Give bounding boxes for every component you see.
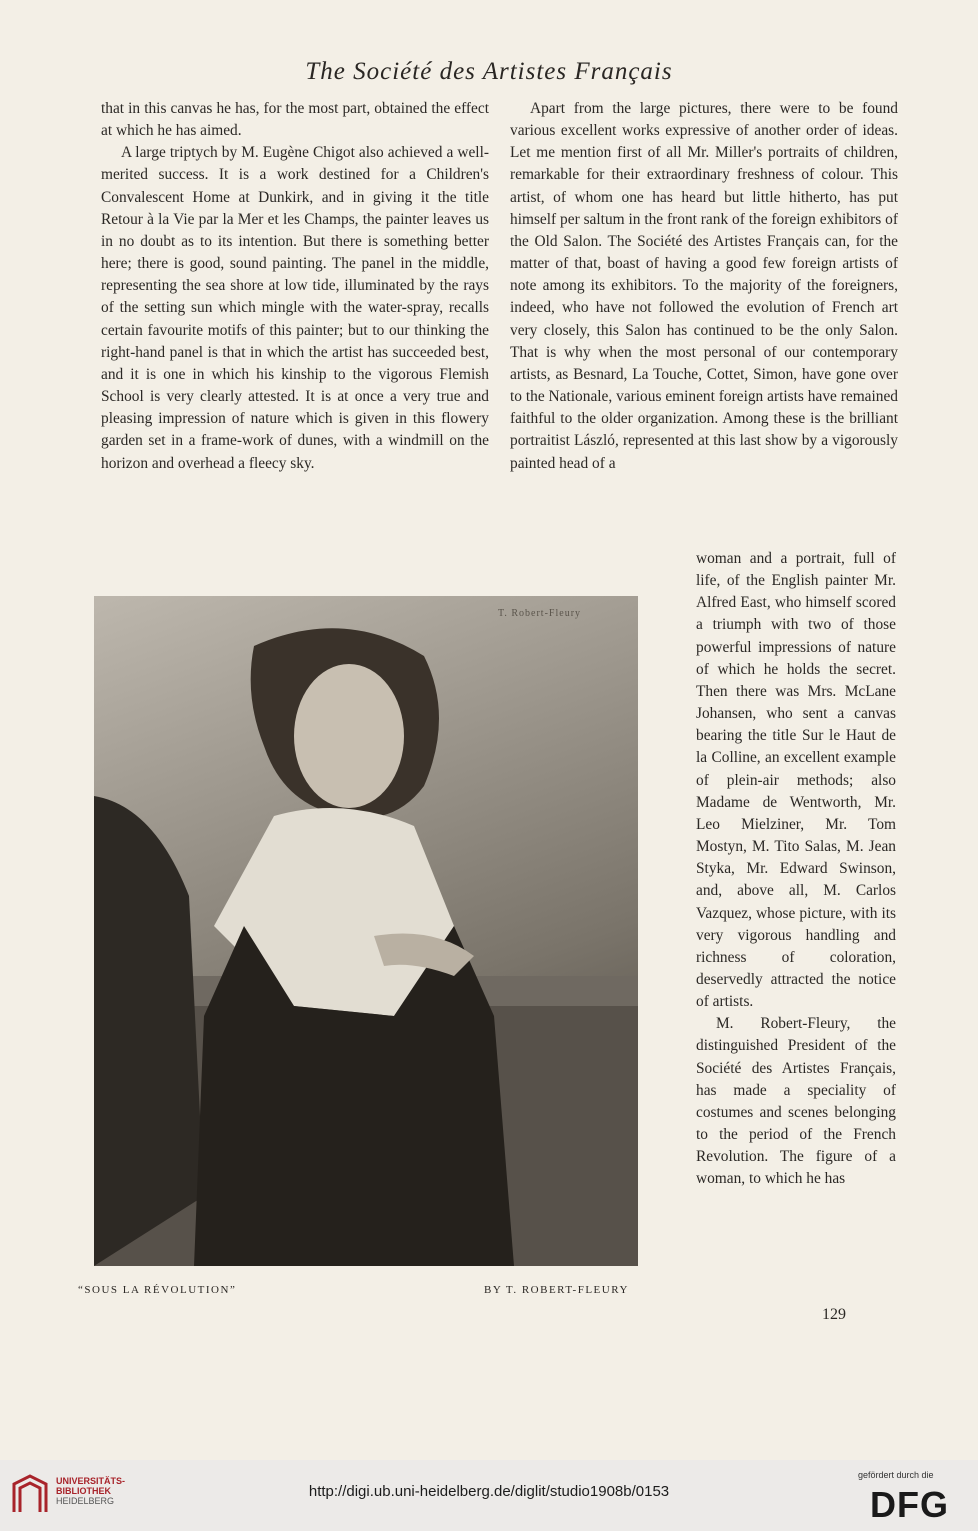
right-paragraph-1: Apart from the large pictures, there were to be found various excellent works expressive of another order of ideas. Let me mention first of all Mr. Miller's portraits of children, remarkable for their extraordinary freshness of colour. This artist, of whom one has heard but little hitherto, has put himself per saltum in the front rank of the foreign exhibitors of the Old Salon. The Société des Artistes Français can, for the matter of that, boast of having a good few foreign artists of note among its exhibitors. To the majority of the foreigners, indeed, who have not followed the evolution of French art very closely, this Salon has continued to be the only Salon. That is why when the most personal of our contemporary artists, as Besnard, La Touche, Cottet, Simon, have gone over to the Nationale, various eminent foreign artists have remained faithful to the older organization. Among these is the brilliant portraitist László, represented at this last show by a vigorously painted head of a xyxy=(510,100,898,472)
right-column-narrow xyxy=(696,548,896,1191)
permalink-url[interactable]: http://digi.ub.uni-heidelberg.de/diglit/studio1908b/0153 xyxy=(308,1483,670,1500)
right-narrow-paragraph-2: M. Robert-Fleury, the distinguished President of the Société des Artistes Français, has made a speciality of costumes and scenes belonging to the period of the French Revolution. The figure of a woman, to which he has xyxy=(696,1015,896,1188)
painter-signature: T. Robert-Fleury xyxy=(498,608,582,619)
left-paragraph-1: that in this canvas he has, for the most part, obtained the effect at which he has aimed. xyxy=(101,100,489,140)
portrait-illustration xyxy=(94,596,638,1266)
portrait-drawing xyxy=(94,596,638,1266)
right-column-top xyxy=(510,98,898,475)
left-column xyxy=(101,98,489,475)
figure-caption-title: “SOUS LA RÉVOLUTION” xyxy=(78,1284,237,1296)
left-paragraph-2: A large triptych by M. Eugène Chigot also achieved a well-merited success. It is a work destined for a Children's Convalescent Home at Dunkirk, and in giving it the title Retour à la Vie par la Mer et les Champs, the painter leaves us in no doubt as to its intention. But there is something better here; there is good, sound painting. The panel in the middle, representing the sea shore at low tide, illuminated by the rays of the setting sun which mingle with the water-spray, recalls certain favourite motifs of this painter; but to our thinking the right-hand panel is that in which the artist has succeeded best, and it is one in which his kinship to the vigorous Flemish School is very clearly attested. It is at once a very true and pleasing impression of nature which is given in this flowery garden set in a frame-work of dunes, with a windmill on the horizon and overhead a fleecy sky. xyxy=(101,144,489,472)
viewer-footer xyxy=(0,1460,978,1531)
institution-name: UNIVERSITÄTS- BIBLIOTHEK HEIDELBERG xyxy=(56,1476,126,1506)
dfg-logo: DFG xyxy=(870,1484,949,1525)
funded-by-label: gefördert durch die xyxy=(858,1470,934,1480)
page-number: 129 xyxy=(822,1306,846,1323)
figure-caption-artist: BY T. ROBERT-FLEURY xyxy=(484,1284,629,1296)
right-narrow-paragraph-1: woman and a portrait, full of life, of the English painter Mr. Alfred East, who himself scored a triumph with two of those powerful impressions of nature of which he holds the secret. Then there was Mrs. McLane Johansen, who sent a canvas bearing the title Sur le Haut de la Colline, an excellent example of plein-air methods; also Madame de Wentworth, Mr. Leo Mielziner, Mr. Tom Mostyn, M. Tito Salas, M. Jean Styka, Mr. Edward Swinson, and, above all, M. Carlos Vazquez, whose picture, with its very vigorous handling and richness of coloration, deservedly attracted the notice of artists. xyxy=(696,550,896,1011)
running-head: The Société des Artistes Français xyxy=(305,58,673,85)
